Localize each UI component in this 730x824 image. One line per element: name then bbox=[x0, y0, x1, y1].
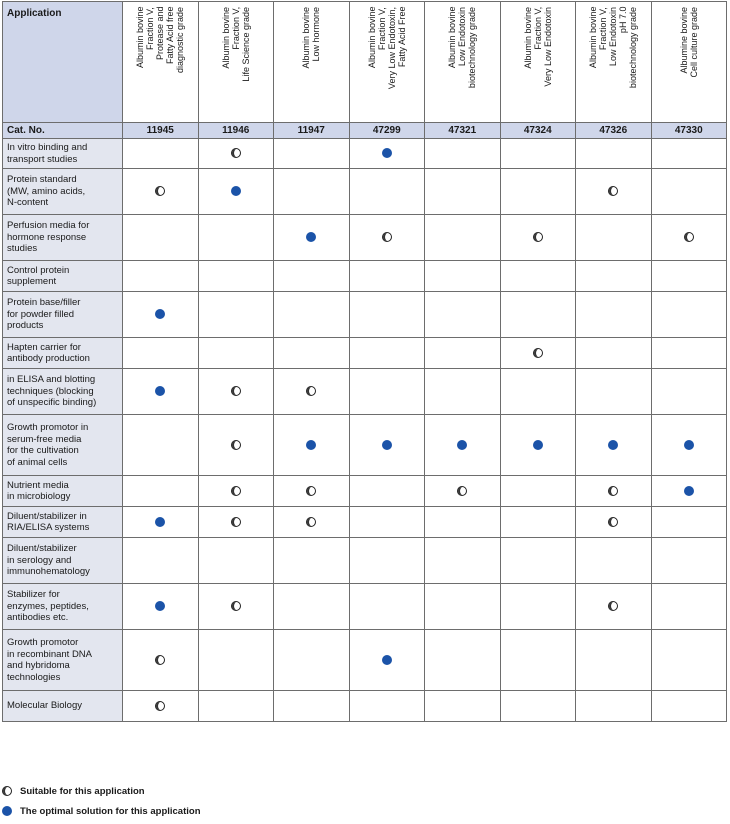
suitability-cell bbox=[123, 538, 199, 584]
suitability-cell bbox=[425, 215, 501, 261]
suitability-cell bbox=[198, 292, 274, 338]
suitability-cell bbox=[576, 476, 652, 507]
suitability-cell bbox=[349, 292, 425, 338]
suitability-cell bbox=[198, 261, 274, 292]
product-name: Albumin bovine Fraction V, Very Low Endotoxin, Fatty Acid Free bbox=[366, 7, 407, 90]
application-label: Protein standard (MW, amino acids, N-content bbox=[3, 169, 123, 215]
suitability-cell bbox=[576, 538, 652, 584]
suitability-cell bbox=[425, 507, 501, 538]
application-label: Control protein supplement bbox=[3, 261, 123, 292]
product-name: Albumin bovine Low hormone bbox=[301, 7, 322, 69]
suitability-cell bbox=[500, 369, 576, 415]
suitability-cell bbox=[198, 507, 274, 538]
suitability-cell bbox=[651, 261, 727, 292]
suitable-circle-icon bbox=[231, 386, 241, 396]
suitability-cell bbox=[274, 507, 350, 538]
suitability-cell bbox=[651, 292, 727, 338]
product-header bbox=[651, 2, 727, 123]
suitability-cell bbox=[123, 338, 199, 369]
optimal-dot-icon bbox=[2, 806, 12, 816]
suitability-cell bbox=[500, 507, 576, 538]
suitability-cell bbox=[651, 169, 727, 215]
optimal-dot-icon bbox=[684, 486, 694, 496]
suitability-cell bbox=[349, 415, 425, 476]
suitability-cell bbox=[500, 215, 576, 261]
suitability-cell bbox=[500, 139, 576, 169]
suitability-cell bbox=[274, 415, 350, 476]
product-name: Albumin bovine Fraction V, Life Science grade bbox=[220, 7, 251, 82]
suitability-cell bbox=[349, 691, 425, 722]
optimal-dot-icon bbox=[533, 440, 543, 450]
legend-optimal bbox=[2, 801, 201, 821]
suitability-cell bbox=[651, 584, 727, 630]
suitability-cell bbox=[198, 215, 274, 261]
cat-no: 11945 bbox=[123, 123, 199, 139]
legend-optimal-label: The optimal solution for this application bbox=[20, 805, 201, 817]
optimal-dot-icon bbox=[382, 148, 392, 158]
optimal-dot-icon bbox=[608, 440, 618, 450]
suitability-cell bbox=[123, 630, 199, 691]
cat-no-label: Cat. No. bbox=[3, 123, 123, 139]
suitability-cell bbox=[500, 630, 576, 691]
suitability-cell bbox=[651, 215, 727, 261]
suitable-circle-icon bbox=[231, 440, 241, 450]
suitability-cell bbox=[425, 169, 501, 215]
suitable-circle-icon bbox=[231, 601, 241, 611]
suitability-cell bbox=[425, 630, 501, 691]
application-label: Perfusion media for hormone response studies bbox=[3, 215, 123, 261]
suitability-cell bbox=[576, 139, 652, 169]
suitability-cell bbox=[651, 507, 727, 538]
suitability-cell bbox=[425, 292, 501, 338]
optimal-dot-icon bbox=[231, 186, 241, 196]
optimal-dot-icon bbox=[382, 440, 392, 450]
application-label: Hapten carrier for antibody production bbox=[3, 338, 123, 369]
suitability-cell bbox=[198, 538, 274, 584]
optimal-dot-icon bbox=[306, 440, 316, 450]
suitability-cell bbox=[198, 630, 274, 691]
suitable-circle-icon bbox=[382, 232, 392, 242]
table-row bbox=[3, 215, 727, 261]
suitability-cell bbox=[274, 215, 350, 261]
suitability-cell bbox=[274, 538, 350, 584]
suitability-cell bbox=[425, 139, 501, 169]
suitability-cell bbox=[349, 338, 425, 369]
optimal-dot-icon bbox=[457, 440, 467, 450]
suitability-cell bbox=[500, 261, 576, 292]
product-header bbox=[274, 2, 350, 123]
legend bbox=[2, 781, 201, 821]
suitability-cell bbox=[349, 169, 425, 215]
optimal-dot-icon bbox=[155, 309, 165, 319]
suitability-cell bbox=[123, 369, 199, 415]
suitability-cell bbox=[198, 415, 274, 476]
suitability-cell bbox=[500, 584, 576, 630]
suitability-cell bbox=[349, 630, 425, 691]
application-label: Stabilizer for enzymes, peptides, antibodies etc. bbox=[3, 584, 123, 630]
table-row bbox=[3, 338, 727, 369]
suitable-circle-icon bbox=[306, 517, 316, 527]
table-row bbox=[3, 415, 727, 476]
suitability-cell bbox=[651, 691, 727, 722]
application-header: Application bbox=[3, 2, 123, 123]
suitability-cell bbox=[576, 338, 652, 369]
application-label: Diluent/stabilizer in serology and immunohematology bbox=[3, 538, 123, 584]
product-application-table bbox=[2, 1, 727, 722]
suitability-cell bbox=[123, 584, 199, 630]
suitability-cell bbox=[123, 169, 199, 215]
suitability-cell bbox=[198, 338, 274, 369]
suitability-cell bbox=[576, 630, 652, 691]
suitability-cell bbox=[198, 584, 274, 630]
table-row bbox=[3, 538, 727, 584]
product-header bbox=[425, 2, 501, 123]
application-rows bbox=[3, 139, 727, 722]
suitability-cell bbox=[123, 139, 199, 169]
suitability-cell bbox=[576, 369, 652, 415]
suitable-circle-icon bbox=[457, 486, 467, 496]
suitability-cell bbox=[274, 476, 350, 507]
suitable-circle-icon bbox=[533, 232, 543, 242]
suitability-cell bbox=[123, 507, 199, 538]
suitability-cell bbox=[349, 507, 425, 538]
cat-no: 47321 bbox=[425, 123, 501, 139]
application-label: Molecular Biology bbox=[3, 691, 123, 722]
suitability-cell bbox=[274, 630, 350, 691]
product-header bbox=[500, 2, 576, 123]
suitability-cell bbox=[500, 476, 576, 507]
product-name: Albumine bovine Cell culture grade bbox=[678, 7, 699, 78]
optimal-dot-icon bbox=[684, 440, 694, 450]
suitability-cell bbox=[576, 691, 652, 722]
product-name: Albumin bovine Low Endotoxin biotechnology grade bbox=[447, 7, 478, 89]
table-row bbox=[3, 292, 727, 338]
suitability-cell bbox=[425, 538, 501, 584]
suitability-cell bbox=[576, 261, 652, 292]
table-row bbox=[3, 139, 727, 169]
table-row bbox=[3, 476, 727, 507]
suitability-cell bbox=[576, 215, 652, 261]
product-header-row bbox=[3, 2, 727, 123]
suitable-circle-icon bbox=[231, 517, 241, 527]
suitability-cell bbox=[425, 369, 501, 415]
suitability-cell bbox=[651, 476, 727, 507]
suitability-cell bbox=[198, 476, 274, 507]
product-header bbox=[123, 2, 199, 123]
suitable-circle-icon bbox=[608, 601, 618, 611]
product-name: Albumin bovine Fraction V, Protease and Fatty Acid free diagnostic grade bbox=[135, 7, 186, 74]
suitability-cell bbox=[349, 261, 425, 292]
suitability-cell bbox=[123, 476, 199, 507]
table-row bbox=[3, 369, 727, 415]
suitability-cell bbox=[349, 139, 425, 169]
legend-suitable-label: Suitable for this application bbox=[20, 785, 145, 797]
suitability-cell bbox=[274, 584, 350, 630]
optimal-dot-icon bbox=[306, 232, 316, 242]
suitability-cell bbox=[500, 292, 576, 338]
suitability-cell bbox=[274, 261, 350, 292]
product-name: Albumin bovine Fraction V, Very Low Endotoxin bbox=[522, 7, 553, 87]
table-row bbox=[3, 630, 727, 691]
product-name: Albumin bovine Fraction V, Low Endotoxin pH 7.0 biotechnology grade bbox=[588, 7, 639, 89]
suitable-circle-icon bbox=[155, 186, 165, 196]
table-row bbox=[3, 507, 727, 538]
suitability-cell bbox=[349, 584, 425, 630]
cat-no: 47324 bbox=[500, 123, 576, 139]
suitability-cell bbox=[198, 369, 274, 415]
optimal-dot-icon bbox=[382, 655, 392, 665]
application-label: Protein base/filler for powder filled products bbox=[3, 292, 123, 338]
suitability-cell bbox=[123, 261, 199, 292]
suitability-cell bbox=[425, 415, 501, 476]
cat-no: 11947 bbox=[274, 123, 350, 139]
suitability-cell bbox=[349, 369, 425, 415]
suitability-cell bbox=[274, 169, 350, 215]
optimal-dot-icon bbox=[155, 601, 165, 611]
suitable-circle-icon bbox=[608, 186, 618, 196]
suitability-cell bbox=[274, 338, 350, 369]
optimal-dot-icon bbox=[155, 386, 165, 396]
suitability-cell bbox=[198, 691, 274, 722]
suitability-cell bbox=[123, 292, 199, 338]
suitability-cell bbox=[500, 169, 576, 215]
product-header bbox=[349, 2, 425, 123]
application-label: Growth promotor in serum-free media for the cultivation of animal cells bbox=[3, 415, 123, 476]
suitability-cell bbox=[651, 369, 727, 415]
suitability-cell bbox=[349, 476, 425, 507]
product-header bbox=[198, 2, 274, 123]
suitability-cell bbox=[274, 369, 350, 415]
suitability-cell bbox=[576, 507, 652, 538]
suitability-cell bbox=[651, 338, 727, 369]
application-label: Diluent/stabilizer in RIA/ELISA systems bbox=[3, 507, 123, 538]
application-label: in ELISA and blotting techniques (blocking of unspecific binding) bbox=[3, 369, 123, 415]
optimal-dot-icon bbox=[155, 517, 165, 527]
cat-no: 47326 bbox=[576, 123, 652, 139]
suitability-cell bbox=[576, 292, 652, 338]
suitability-cell bbox=[651, 139, 727, 169]
suitable-circle-icon bbox=[533, 348, 543, 358]
suitability-cell bbox=[425, 476, 501, 507]
suitability-cell bbox=[425, 338, 501, 369]
suitable-circle-icon bbox=[231, 148, 241, 158]
suitability-cell bbox=[123, 215, 199, 261]
cat-no: 11946 bbox=[198, 123, 274, 139]
product-header bbox=[576, 2, 652, 123]
table-row bbox=[3, 584, 727, 630]
suitability-cell bbox=[651, 538, 727, 584]
suitability-cell bbox=[349, 215, 425, 261]
suitability-cell bbox=[198, 169, 274, 215]
suitability-cell bbox=[123, 415, 199, 476]
application-label: Nutrient media in microbiology bbox=[3, 476, 123, 507]
suitability-cell bbox=[274, 691, 350, 722]
suitability-cell bbox=[651, 630, 727, 691]
suitable-circle-icon bbox=[608, 517, 618, 527]
suitability-cell bbox=[274, 292, 350, 338]
application-label: Growth promotor in recombinant DNA and hybridoma technologies bbox=[3, 630, 123, 691]
suitable-circle-icon bbox=[684, 232, 694, 242]
suitable-circle-icon bbox=[2, 786, 12, 796]
suitability-cell bbox=[500, 691, 576, 722]
suitable-circle-icon bbox=[306, 386, 316, 396]
suitable-circle-icon bbox=[306, 486, 316, 496]
suitability-cell bbox=[123, 691, 199, 722]
suitability-cell bbox=[576, 169, 652, 215]
suitable-circle-icon bbox=[608, 486, 618, 496]
cat-no-row bbox=[3, 123, 727, 139]
suitability-cell bbox=[274, 139, 350, 169]
legend-suitable bbox=[2, 781, 201, 801]
suitability-cell bbox=[651, 415, 727, 476]
cat-no: 47330 bbox=[651, 123, 727, 139]
suitable-circle-icon bbox=[155, 655, 165, 665]
suitability-cell bbox=[500, 538, 576, 584]
suitability-cell bbox=[576, 584, 652, 630]
suitability-cell bbox=[425, 584, 501, 630]
product-application-table-container bbox=[2, 1, 727, 722]
suitability-cell bbox=[349, 538, 425, 584]
table-row bbox=[3, 691, 727, 722]
suitable-circle-icon bbox=[155, 701, 165, 711]
suitability-cell bbox=[500, 415, 576, 476]
suitability-cell bbox=[198, 139, 274, 169]
suitability-cell bbox=[576, 415, 652, 476]
suitability-cell bbox=[500, 338, 576, 369]
cat-no: 47299 bbox=[349, 123, 425, 139]
table-row bbox=[3, 261, 727, 292]
application-label: In vitro binding and transport studies bbox=[3, 139, 123, 169]
suitability-cell bbox=[425, 261, 501, 292]
table-row bbox=[3, 169, 727, 215]
suitability-cell bbox=[425, 691, 501, 722]
suitable-circle-icon bbox=[231, 486, 241, 496]
